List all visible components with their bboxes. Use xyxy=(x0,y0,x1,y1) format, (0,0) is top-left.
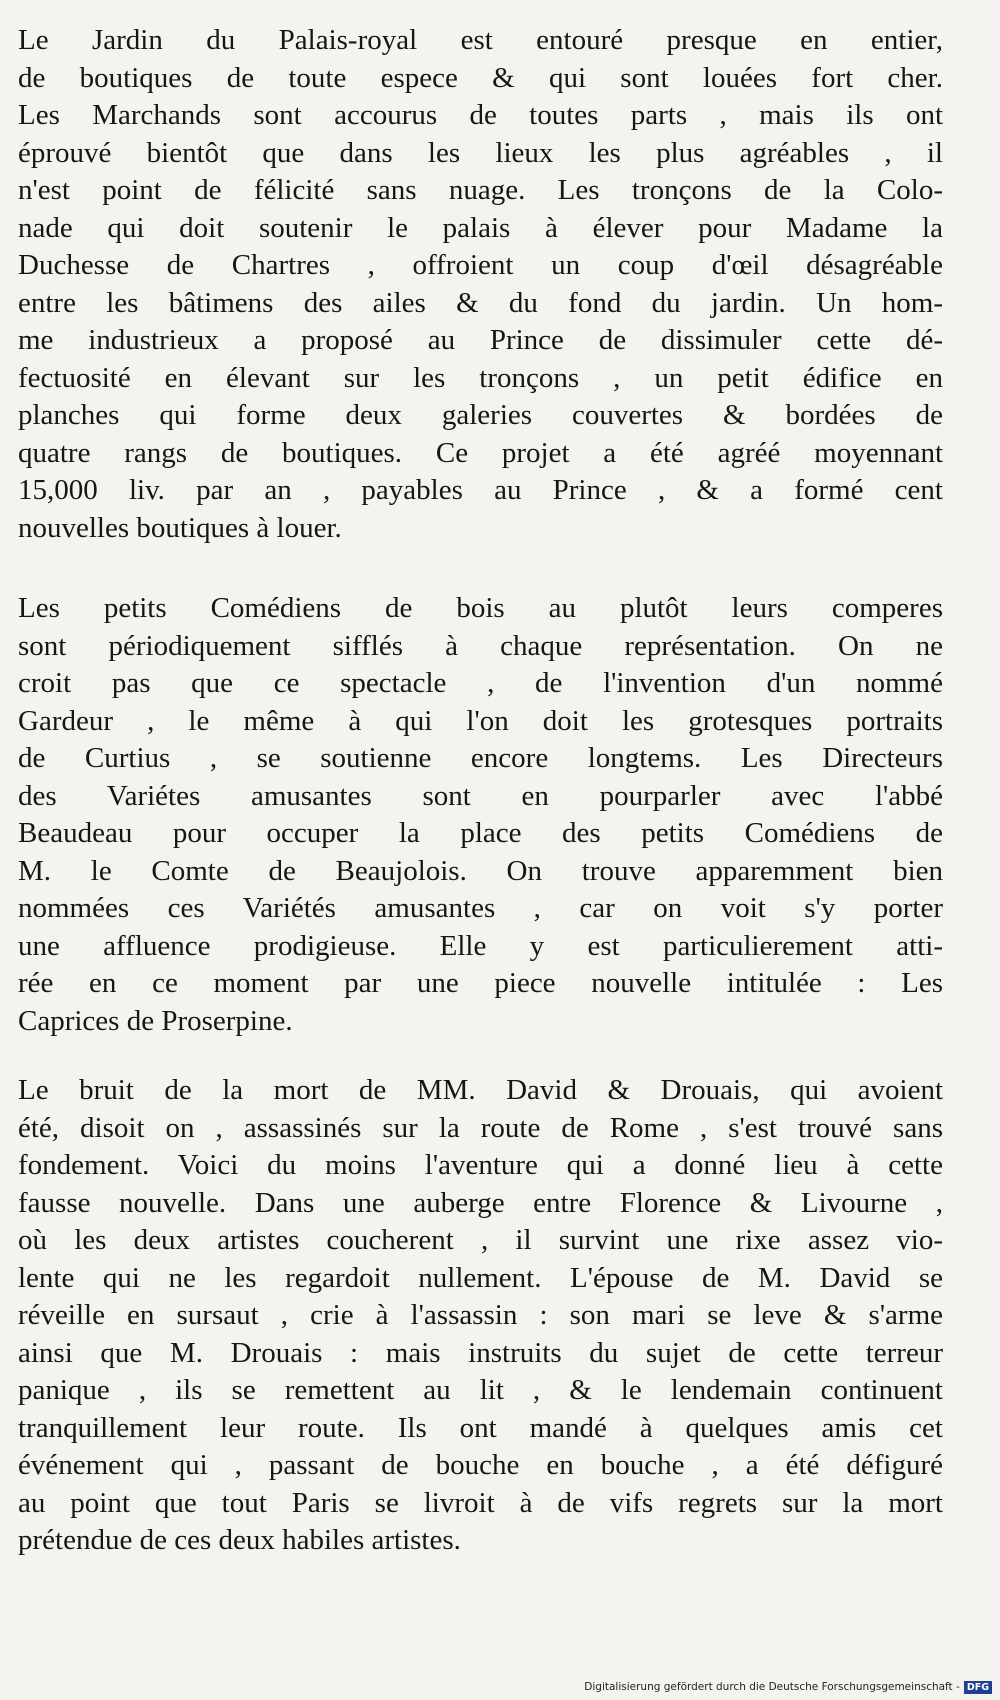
text-line: Caprices de Proserpine. xyxy=(18,1004,293,1037)
text-line: me industrieux a proposé au Prince de dissimuler cette dé- xyxy=(18,324,943,356)
text-line: de boutiques de toute espece & qui sont louées fort cher. xyxy=(18,61,943,94)
text-line: tranquillement leur route. Ils ont mandé à quelques amis cet xyxy=(18,1411,943,1444)
text-line: quatre rangs de boutiques. Ce projet a été agréé moyennant xyxy=(18,436,943,469)
text-line: où les deux artistes coucherent , il survint une rixe assez vio- xyxy=(18,1224,943,1256)
text-line: été, disoit on , assassinés sur la route de Rome , s'est trouvé sans xyxy=(18,1111,943,1144)
text-line: Les Marchands sont accourus de toutes parts , mais ils ont xyxy=(18,99,943,131)
text-line: fausse nouvelle. Dans une auberge entre Florence & Livourne , xyxy=(18,1186,943,1219)
text-line: Duchesse de Chartres , offroient un coup d'œil désagréable xyxy=(18,249,943,281)
text-line: nade qui doit soutenir le palais à élever pour Madame la xyxy=(18,211,943,244)
text-line: Les petits Comédiens de bois au plutôt leurs comperes xyxy=(18,592,943,624)
paragraph-david-drouais xyxy=(18,1072,943,1560)
paragraph-palais-royal xyxy=(18,22,943,547)
text-line: nommées ces Variétés amusantes , car on voit s'y porter xyxy=(18,892,943,924)
text-line: éprouvé bientôt que dans les lieux les plus agréables , il xyxy=(18,136,943,169)
digitization-credit xyxy=(584,1678,992,1696)
text-line: une affluence prodigieuse. Elle y est particulierement atti- xyxy=(18,929,943,962)
text-line: réveille en sursaut , crie à l'assassin : son mari se leve & s'arme xyxy=(18,1299,943,1331)
text-line: panique , ils se remettent au lit , & le lendemain continuent xyxy=(18,1374,943,1406)
text-line: ainsi que M. Drouais : mais instruits du sujet de cette terreur xyxy=(18,1336,943,1369)
text-line: Le Jardin du Palais-royal est entouré presque en entier, xyxy=(18,24,943,56)
dfg-logo: DFG xyxy=(964,1681,992,1694)
text-line: Gardeur , le même à qui l'on doit les grotesques portraits xyxy=(18,704,943,737)
text-line: au point que tout Paris se livroit à de vifs regrets sur la mort xyxy=(18,1486,943,1519)
text-line: planches qui forme deux galeries couvertes & bordées de xyxy=(18,399,943,431)
text-line: de Curtius , se soutienne encore longtems. Les Directeurs xyxy=(18,742,943,774)
text-line: Le bruit de la mort de MM. David & Drouais, qui avoient xyxy=(18,1074,943,1106)
text-line: sont périodiquement sifflés à chaque représentation. On ne xyxy=(18,629,943,662)
text-line: fondement. Voici du moins l'aventure qui a donné lieu à cette xyxy=(18,1149,943,1181)
text-line: lente qui ne les regardoit nullement. L'épouse de M. David se xyxy=(18,1261,943,1294)
text-line: croit pas que ce spectacle , de l'invention d'un nommé xyxy=(18,667,943,699)
footer-text: Digitalisierung gefördert durch die Deutsche Forschungsgemeinschaft - xyxy=(584,1681,960,1693)
text-line: Beaudeau pour occuper la place des petits Comédiens de xyxy=(18,817,943,849)
text-line: nouvelles boutiques à louer. xyxy=(18,511,342,544)
text-line: entre les bâtimens des ailes & du fond du jardin. Un hom- xyxy=(18,286,943,319)
text-line: 15,000 liv. par an , payables au Prince , & a formé cent xyxy=(18,474,943,506)
text-line: rée en ce moment par une piece nouvelle intitulée : Les xyxy=(18,967,943,999)
text-line: n'est point de félicité sans nuage. Les tronçons de la Colo- xyxy=(18,174,943,206)
text-line: M. le Comte de Beaujolois. On trouve apparemment bien xyxy=(18,854,943,887)
text-line: événement qui , passant de bouche en bouche , a été défiguré xyxy=(18,1449,943,1481)
text-line: fectuosité en élevant sur les tronçons , un petit édifice en xyxy=(18,361,943,394)
text-line: prétendue de ces deux habiles artistes. xyxy=(18,1524,461,1556)
text-line: des Variétes amusantes sont en pourparler avec l'abbé xyxy=(18,779,943,812)
paragraph-comediens-de-bois xyxy=(18,590,943,1040)
